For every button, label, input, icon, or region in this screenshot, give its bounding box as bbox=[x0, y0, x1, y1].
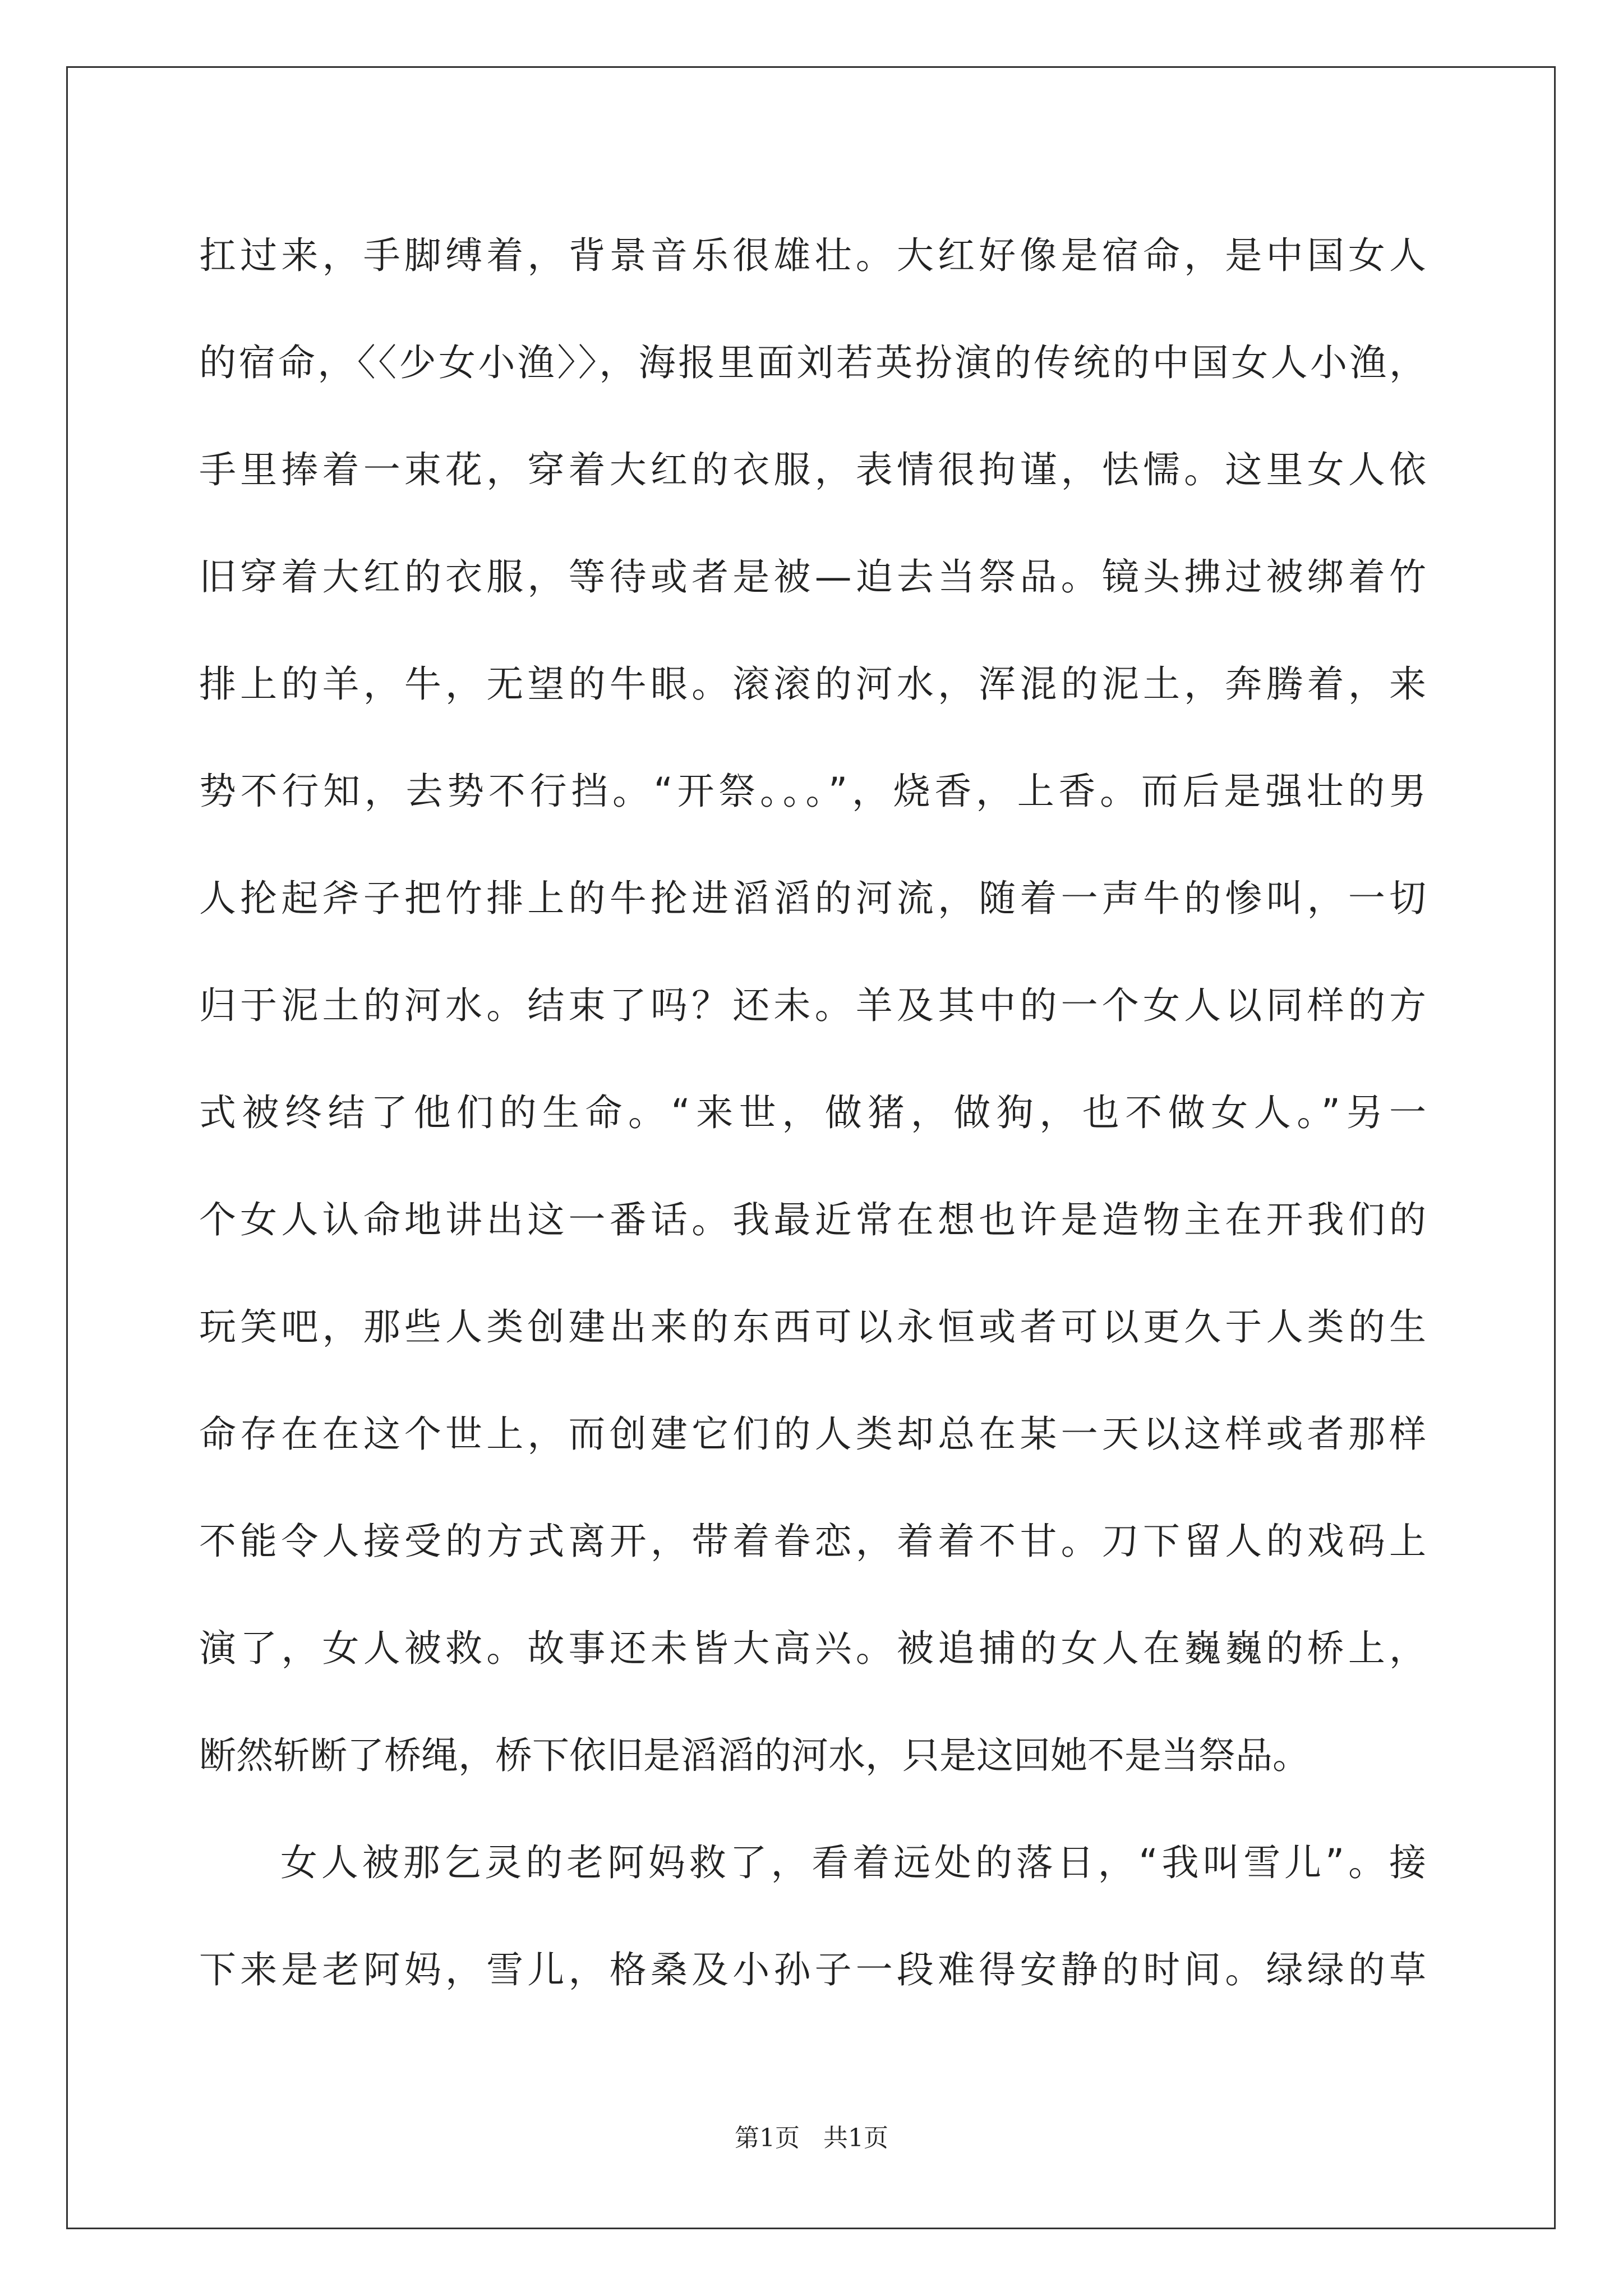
text-line: 断然斩断了桥绳，桥下依旧是滔滔的河水，只是这回她不是当祭品。 bbox=[199, 1734, 1310, 1777]
text-line: 排上的羊，牛，无望的牛眼。滚滚的河水，浑混的泥土，奔腾着，来 bbox=[199, 662, 1426, 706]
text-line: 旧穿着大红的衣服，等待或者是被—迫去当祭品。镜头拂过被绑着竹 bbox=[199, 555, 1426, 599]
paragraph-start-line: 女人被那乞灵的老阿妈救了，看着远处的落日，“我叫雪儿”。接 bbox=[280, 1841, 1426, 1884]
text-line: 玩笑吧，那些人类创建出来的东西可以永恒或者可以更久于人类的生 bbox=[199, 1305, 1426, 1349]
text-line: 式被终结了他们的生命。“来世，做猪，做狗，也不做女人。”另一 bbox=[199, 1091, 1426, 1134]
text-line: 命存在在这个世上，而创建它们的人类却总在某一天以这样或者那样 bbox=[199, 1412, 1426, 1456]
text-line: 不能令人接受的方式离开，带着眷恋，着着不甘。刀下留人的戏码上 bbox=[199, 1520, 1426, 1563]
text-line: 下来是老阿妈，雪儿，格桑及小孙子一段难得安静的时间。绿绿的草 bbox=[199, 1948, 1426, 1991]
text-line: 势不行知，去势不行挡。“开祭。。。”，烧香，上香。而后是强壮的男 bbox=[199, 770, 1426, 813]
text-line: 人抡起斧子把竹排上的牛抡进滔滔的河流，随着一声牛的惨叫，一切 bbox=[199, 877, 1426, 920]
document-body bbox=[199, 202, 1426, 2023]
text-line: 演了，女人被救。故事还未皆大高兴。被追捕的女人在巍巍的桥上， bbox=[199, 1627, 1426, 1670]
text-line: 的宿命，〈〈少女小渔〉〉，海报里面刘若英扮演的传统的中国女人小渔， bbox=[199, 341, 1426, 384]
page-number-footer: 第1页 共1页 bbox=[735, 2124, 888, 2152]
text-line: 个女人认命地讲出这一番话。我最近常在想也许是造物主在开我们的 bbox=[199, 1198, 1426, 1241]
text-line: 归于泥土的河水。结束了吗？还未。羊及其中的一个女人以同样的方 bbox=[199, 984, 1426, 1027]
text-line: 手里捧着一束花，穿着大红的衣服，表情很拘谨，怯懦。这里女人依 bbox=[199, 448, 1426, 491]
text-line: 扛过来，手脚缚着，背景音乐很雄壮。大红好像是宿命，是中国女人 bbox=[199, 234, 1426, 277]
